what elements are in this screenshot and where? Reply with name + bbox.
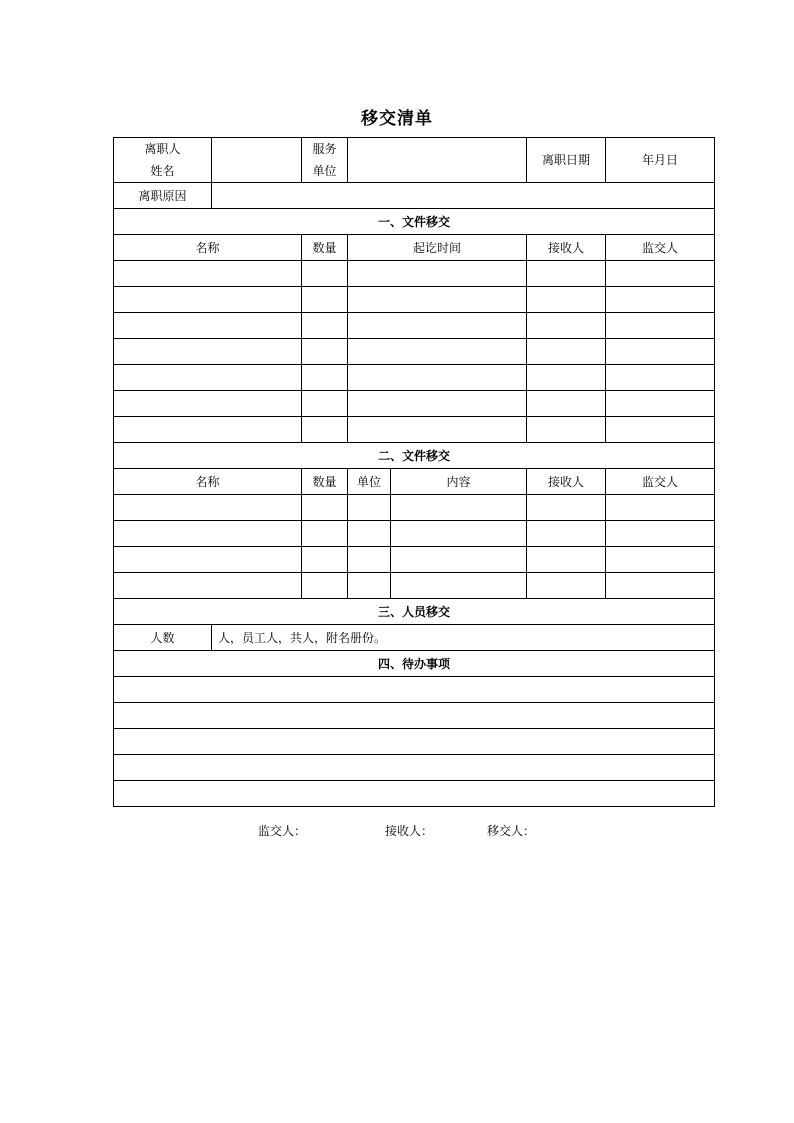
section2-receiver-cell[interactable] xyxy=(527,521,606,547)
todo-cell[interactable] xyxy=(114,755,715,781)
todo-row xyxy=(114,703,715,729)
section1-table-row xyxy=(114,365,715,391)
transferor-signature-label: 移交人： xyxy=(487,824,536,838)
section2-content-cell[interactable] xyxy=(391,547,527,573)
section2-table-row xyxy=(114,573,715,599)
date-field-text: 年月日 xyxy=(641,153,678,167)
reason-field[interactable] xyxy=(212,183,715,209)
section2-supervisor-cell[interactable] xyxy=(606,495,715,521)
section2-col-name: 名称 xyxy=(114,469,302,495)
section2-title-row xyxy=(114,443,715,469)
section2-col-content: 内容 xyxy=(391,469,527,495)
section1-table-row xyxy=(114,391,715,417)
section1-quantity-cell[interactable] xyxy=(302,287,348,313)
receiver-signature-label: 接收人： xyxy=(385,824,434,838)
section2-unit-cell[interactable] xyxy=(348,495,391,521)
section1-supervisor-cell[interactable] xyxy=(606,261,715,287)
section1-quantity-cell[interactable] xyxy=(302,417,348,443)
name-field[interactable] xyxy=(212,138,302,183)
section4-rows xyxy=(114,677,715,807)
section1-name-cell[interactable] xyxy=(114,417,302,443)
section2-name-cell[interactable] xyxy=(114,521,302,547)
section1-period-cell[interactable] xyxy=(348,339,527,365)
name-label xyxy=(114,138,212,183)
section1-quantity-cell[interactable] xyxy=(302,391,348,417)
section2-col-receiver: 接收人 xyxy=(527,469,606,495)
section1-table-row xyxy=(114,339,715,365)
todo-row xyxy=(114,729,715,755)
page-title: 移交清单 xyxy=(361,109,433,129)
section1-table-row xyxy=(114,287,715,313)
section2-table-row xyxy=(114,547,715,573)
section1-supervisor-cell[interactable] xyxy=(606,287,715,313)
section1-name-cell[interactable] xyxy=(114,391,302,417)
section1-rows xyxy=(114,261,715,443)
section2-table-row xyxy=(114,495,715,521)
section1-supervisor-cell[interactable] xyxy=(606,339,715,365)
unit-label-line1: 服务 xyxy=(312,142,337,156)
section1-supervisor-cell[interactable] xyxy=(606,313,715,339)
supervisor-signature-label: 监交人： xyxy=(258,824,307,838)
section1-column-headers xyxy=(114,235,715,261)
section1-col-supervisor: 监交人 xyxy=(606,235,715,261)
todo-row xyxy=(114,781,715,807)
personnel-count-field[interactable]: 人，员工人，共人，附名册份。 xyxy=(212,625,715,651)
reason-label: 离职原因 xyxy=(114,183,212,209)
section1-receiver-cell[interactable] xyxy=(527,287,606,313)
date-label xyxy=(527,138,606,183)
section1-period-cell[interactable] xyxy=(348,391,527,417)
section1-supervisor-cell[interactable] xyxy=(606,417,715,443)
section1-supervisor-cell[interactable] xyxy=(606,365,715,391)
section1-col-quantity: 数量 xyxy=(302,235,348,261)
header-row xyxy=(114,138,715,183)
section1-supervisor-cell[interactable] xyxy=(606,391,715,417)
section2-supervisor-cell[interactable] xyxy=(606,547,715,573)
todo-cell[interactable] xyxy=(114,677,715,703)
section2-supervisor-cell[interactable] xyxy=(606,573,715,599)
personnel-count-label: 人数 xyxy=(114,625,212,651)
section1-receiver-cell[interactable] xyxy=(527,313,606,339)
todo-cell[interactable] xyxy=(114,729,715,755)
section2-quantity-cell[interactable] xyxy=(302,573,348,599)
section1-quantity-cell[interactable] xyxy=(302,365,348,391)
section3-title: 三、人员移交 xyxy=(114,599,715,625)
section2-content-cell[interactable] xyxy=(391,521,527,547)
section1-period-cell[interactable] xyxy=(348,313,527,339)
section1-col-period: 起讫时间 xyxy=(348,235,527,261)
section1-period-cell[interactable] xyxy=(348,261,527,287)
section1-quantity-cell[interactable] xyxy=(302,339,348,365)
todo-row xyxy=(114,677,715,703)
handover-form-table xyxy=(113,137,715,807)
section1-name-cell[interactable] xyxy=(114,339,302,365)
section1-col-receiver: 接收人 xyxy=(527,235,606,261)
section2-name-cell[interactable] xyxy=(114,495,302,521)
section1-name-cell[interactable] xyxy=(114,313,302,339)
section1-receiver-cell[interactable] xyxy=(527,417,606,443)
unit-field[interactable] xyxy=(348,138,527,183)
section1-table-row xyxy=(114,261,715,287)
section1-name-cell[interactable] xyxy=(114,365,302,391)
section1-title: 一、文件移交 xyxy=(114,209,715,235)
section1-col-name: 名称 xyxy=(114,235,302,261)
section2-quantity-cell[interactable] xyxy=(302,495,348,521)
section2-content-cell[interactable] xyxy=(391,573,527,599)
section2-unit-cell[interactable] xyxy=(348,547,391,573)
section4-title-row xyxy=(114,651,715,677)
name-label-line1: 离职人 xyxy=(144,142,181,156)
section2-col-supervisor: 监交人 xyxy=(606,469,715,495)
section4-title: 四、待办事项 xyxy=(114,651,715,677)
section2-receiver-cell[interactable] xyxy=(527,547,606,573)
name-label-line2: 姓名 xyxy=(150,164,175,178)
section1-table-row xyxy=(114,313,715,339)
section2-quantity-cell[interactable] xyxy=(302,521,348,547)
section3-title-row xyxy=(114,599,715,625)
section1-receiver-cell[interactable] xyxy=(527,365,606,391)
todo-cell[interactable] xyxy=(114,703,715,729)
section1-receiver-cell[interactable] xyxy=(527,391,606,417)
section2-receiver-cell[interactable] xyxy=(527,573,606,599)
section1-receiver-cell[interactable] xyxy=(527,261,606,287)
section1-receiver-cell[interactable] xyxy=(527,339,606,365)
todo-cell[interactable] xyxy=(114,781,715,807)
personnel-row xyxy=(114,625,715,651)
todo-row xyxy=(114,755,715,781)
section2-rows xyxy=(114,495,715,599)
section1-name-cell[interactable] xyxy=(114,287,302,313)
section2-unit-cell[interactable] xyxy=(348,521,391,547)
section2-unit-cell[interactable] xyxy=(348,573,391,599)
section1-table-row xyxy=(114,417,715,443)
section2-name-cell[interactable] xyxy=(114,547,302,573)
section2-content-cell[interactable] xyxy=(391,495,527,521)
section1-title-row xyxy=(114,209,715,235)
date-label-text: 离职日期 xyxy=(541,153,590,167)
unit-label-line2: 单位 xyxy=(312,164,337,178)
section1-quantity-cell[interactable] xyxy=(302,261,348,287)
section1-period-cell[interactable] xyxy=(348,417,527,443)
section1-period-cell[interactable] xyxy=(348,365,527,391)
date-field[interactable] xyxy=(606,138,715,183)
section2-supervisor-cell[interactable] xyxy=(606,521,715,547)
section2-col-quantity: 数量 xyxy=(302,469,348,495)
section1-period-cell[interactable] xyxy=(348,287,527,313)
unit-label xyxy=(302,138,348,183)
section1-name-cell[interactable] xyxy=(114,261,302,287)
section1-quantity-cell[interactable] xyxy=(302,313,348,339)
section2-title: 二、文件移交 xyxy=(114,443,715,469)
section2-table-row xyxy=(114,521,715,547)
section2-column-headers xyxy=(114,469,715,495)
section2-receiver-cell[interactable] xyxy=(527,495,606,521)
reason-row xyxy=(114,183,715,209)
section2-name-cell[interactable] xyxy=(114,573,302,599)
section2-col-unit: 单位 xyxy=(348,469,391,495)
section2-quantity-cell[interactable] xyxy=(302,547,348,573)
